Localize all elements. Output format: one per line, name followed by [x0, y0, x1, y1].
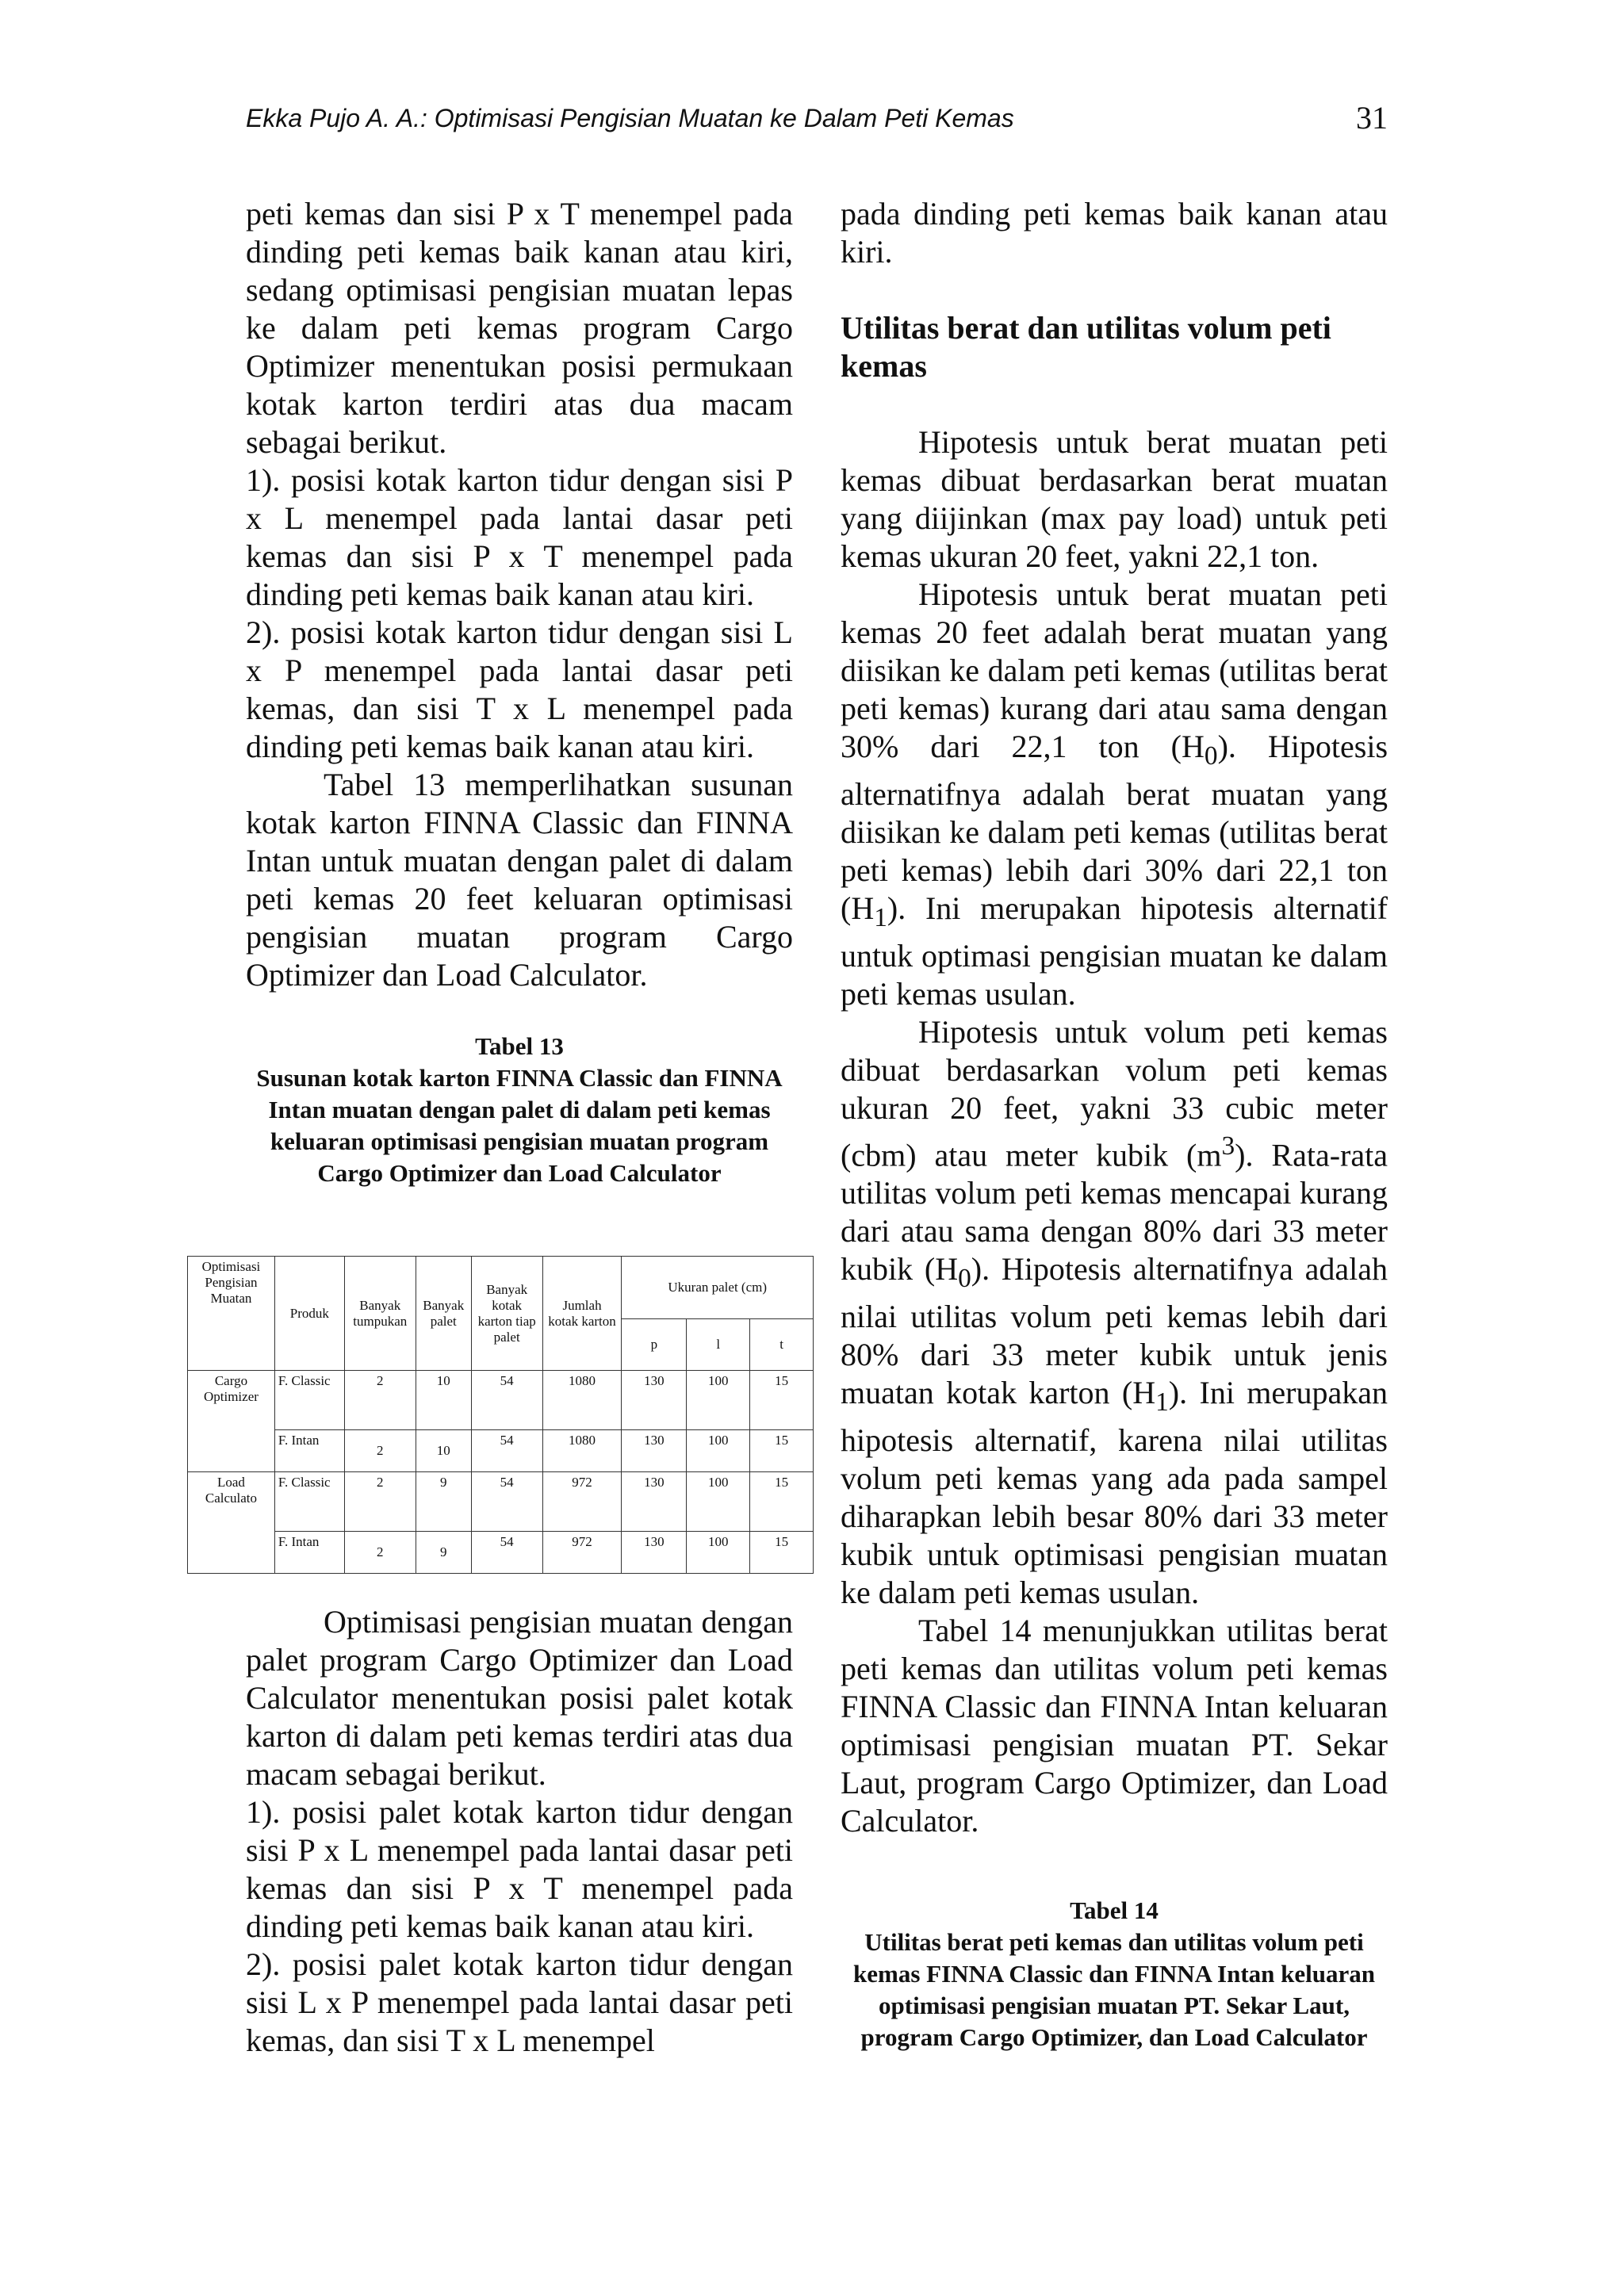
right-column — [841, 195, 1388, 1840]
table13-cell-kotak: 54 — [471, 1430, 542, 1472]
left-paragraph-table13-intro: Tabel 13 memperlihatkan susunan kotak karton FINNA Classic dan FINNA Intan untuk muatan dengan palet di dalam peti kemas 20 feet keluaran optimisasi pengisian muatan program Cargo Optimizer dan Load Calculator. — [246, 767, 793, 993]
table13-cell-tumpukan: 2 — [344, 1430, 416, 1472]
table13-header-jumlah: Jumlah kotak karton — [542, 1257, 622, 1371]
table13-label: Tabel 13 — [475, 1032, 564, 1060]
left-list-item-3: 1). posisi palet kotak karton tidur dengan sisi P x L menempel pada lantai dasar peti kemas dan sisi P x T menempel pada dinding peti kemas baik kanan atau kiri. — [246, 1794, 793, 1944]
left-column — [246, 195, 793, 994]
table13-cell-jumlah: 1080 — [542, 1430, 622, 1472]
table13-cell-palet: 10 — [416, 1430, 471, 1472]
table13-cell-produk: F. Intan — [274, 1430, 344, 1472]
table13-cell-tumpukan: 2 — [344, 1371, 416, 1430]
table13-cell-tumpukan: 2 — [344, 1532, 416, 1574]
table-row — [188, 1430, 814, 1472]
table13-header-t: t — [750, 1319, 814, 1371]
table13-cell-palet: 9 — [416, 1532, 471, 1574]
left-list-item-1: 1). posisi kotak karton tidur dengan sisi P x L menempel pada lantai dasar peti kemas dan sisi P x T menempel pada dinding peti kemas baik kanan atau kiri. — [246, 462, 793, 612]
table13-cell-p: 130 — [622, 1472, 687, 1532]
table13-cell-l: 100 — [687, 1430, 750, 1472]
table13-cell-p: 130 — [622, 1532, 687, 1574]
left-paragraph-1: peti kemas dan sisi P x T menempel pada dinding peti kemas baik kanan atau kiri, sedang optimisasi pengisian muatan lepas ke dalam peti kemas program Cargo Optimizer menentukan posisi permukaan kotak karton terdiri atas dua macam sebagai berikut. — [246, 196, 793, 460]
table13-header-tumpukan: Banyak tumpukan — [344, 1257, 416, 1371]
table13-cell-jumlah: 972 — [542, 1532, 622, 1574]
table13-cell-tumpukan: 2 — [344, 1472, 416, 1532]
table13-cell-kotak: 54 — [471, 1472, 542, 1532]
table13-header-l: l — [687, 1319, 750, 1371]
table13-cell-l: 100 — [687, 1371, 750, 1430]
table13-cell-kotak: 54 — [471, 1532, 542, 1574]
right-paragraph-table14-intro: Tabel 14 menunjukkan utilitas berat peti kemas dan utilitas volum peti kemas FINNA Classic dan FINNA Intan keluaran optimisasi pengisian muatan PT. Sekar Laut, program Cargo Optimizer, dan Load Calculator. — [841, 1613, 1388, 1839]
table-row — [188, 1472, 814, 1532]
table13-cell-p: 130 — [622, 1430, 687, 1472]
table13-cell-palet: 9 — [416, 1472, 471, 1532]
table13-header-kotak-per-palet: Banyak kotak karton tiap palet — [471, 1257, 542, 1371]
subscript-h1: 1 — [874, 903, 887, 932]
left-list-item-2: 2). posisi kotak karton tidur dengan sisi L x P menempel pada lantai dasar peti kemas, dan sisi T x L menempel pada dinding peti kemas baik kanan atau kiri. — [246, 614, 793, 764]
table13-cell-kotak: 54 — [471, 1371, 542, 1430]
left-column-lower — [246, 1603, 793, 2060]
subscript-h1: 1 — [1155, 1387, 1169, 1418]
table14-caption-text: Utilitas berat peti kemas dan utilitas volum peti kemas FINNA Classic dan FINNA Intan keluaran optimisasi pengisian muatan PT. Sekar Laut, program Cargo Optimizer, dan Load Calculator — [853, 1928, 1375, 2051]
right-paragraph-hipotesis-1: Hipotesis untuk berat muatan peti kemas dibuat berdasarkan berat muatan yang diijinkan (max pay load) untuk peti kemas ukuran 20 feet, yakni 22,1 ton. — [841, 424, 1388, 574]
table13-cell-palet: 10 — [416, 1371, 471, 1430]
table13-cell-jumlah: 1080 — [542, 1371, 622, 1430]
table13-header-p: p — [622, 1319, 687, 1371]
table13-cell-p: 130 — [622, 1371, 687, 1430]
left-list-item-4: 2). posisi palet kotak karton tidur dengan sisi L x P menempel pada lantai dasar peti kemas, dan sisi T x L menempel — [246, 1946, 793, 2058]
table13-cell-jumlah: 972 — [542, 1472, 622, 1532]
table13 — [187, 1256, 814, 1574]
section-heading: Utilitas berat dan utilitas volum peti kemas — [841, 310, 1331, 384]
table13-cell-produk: F. Classic — [274, 1371, 344, 1430]
table13-cell-t: 15 — [750, 1371, 814, 1430]
table13-header-produk: Produk — [274, 1257, 344, 1371]
right-paragraph-hipotesis-volum: Hipotesis untuk volum peti kemas dibuat berdasarkan volum peti kemas ukuran 20 feet, yakni 33 cubic meter (cbm) atau meter kubik $(m^3)$. Rata-rata utilitas volum peti kemas mencapai kurang dari atau sama dengan 80% dari 33 meter kubik $(H_0)$. Hipotesis alternatifnya adalah nilai utilitas volum peti kemas lebih dari 80% dari 33 meter kubik untuk jenis muatan kotak karton $(H_1)$. Ini merupakan hipotesis alternatif, karena nilai utilitas volum peti kemas yang ada pada sampel diharapkan lebih besar 80% dari 33 meter kubik untuk optimisasi pengisian muatan ke dalam peti kemas usulan. — [841, 1014, 1388, 1611]
table-row — [188, 1532, 814, 1574]
table13-cell-optimisasi: Cargo Optimizer — [188, 1371, 275, 1472]
right-paragraph-continued: pada dinding peti kemas baik kanan atau kiri. — [841, 196, 1388, 270]
table13-cell-optimisasi: Load Calculato — [188, 1472, 275, 1574]
table13-header-row — [188, 1257, 814, 1319]
table-row — [188, 1371, 814, 1430]
table14-caption — [841, 1895, 1388, 2053]
running-header — [246, 98, 1388, 138]
table13-header-palet: Banyak palet — [416, 1257, 471, 1371]
table13-cell-t: 15 — [750, 1472, 814, 1532]
table13-cell-t: 15 — [750, 1532, 814, 1574]
subscript-h0: 0 — [958, 1264, 971, 1294]
page-number: 31 — [1356, 100, 1388, 136]
subscript-h0: 0 — [1204, 741, 1218, 771]
table14-label: Tabel 14 — [1070, 1896, 1159, 1924]
superscript-3: 3 — [1221, 1131, 1235, 1161]
table13-cell-t: 15 — [750, 1430, 814, 1472]
table13-cell-produk: F. Intan — [274, 1532, 344, 1574]
header-title: Ekka Pujo A. A.: Optimisasi Pengisian Muatan ke Dalam Peti Kemas — [246, 104, 1014, 132]
left-paragraph-pallet-intro: Optimisasi pengisian muatan dengan palet program Cargo Optimizer dan Load Calculator menentukan posisi palet kotak karton di dalam peti kemas terdiri atas dua macam sebagai berikut. — [246, 1604, 793, 1792]
table13-cell-l: 100 — [687, 1472, 750, 1532]
table13-cell-l: 100 — [687, 1532, 750, 1574]
table13-caption-text: Susunan kotak karton FINNA Classic dan FINNA Intan muatan dengan palet di dalam peti kemas keluaran optimisasi pengisian muatan program Cargo Optimizer dan Load Calculator — [256, 1064, 783, 1187]
table13-cell-produk: F. Classic — [274, 1472, 344, 1532]
table13-header-optimisasi: Optimisasi Pengisian Muatan — [188, 1257, 275, 1371]
table13-header-ukuran: Ukuran palet (cm) — [622, 1257, 814, 1319]
right-paragraph-hipotesis-2: Hipotesis untuk berat muatan peti kemas 20 feet adalah berat muatan yang diisikan ke dalam peti kemas (utilitas berat peti kemas) kurang dari atau sama dengan 30% dari 22,1 ton $(H_0)$. Hipotesis alternatifnya adalah berat muatan yang diisikan ke dalam peti kemas (utilitas berat peti kemas) lebih dari 30% dari 22,1 ton $(H_1)$. Ini merupakan hipotesis alternatif untuk optimasi pengisian muatan ke dalam peti kemas usulan. — [841, 576, 1388, 1012]
table13-caption — [246, 1031, 793, 1189]
